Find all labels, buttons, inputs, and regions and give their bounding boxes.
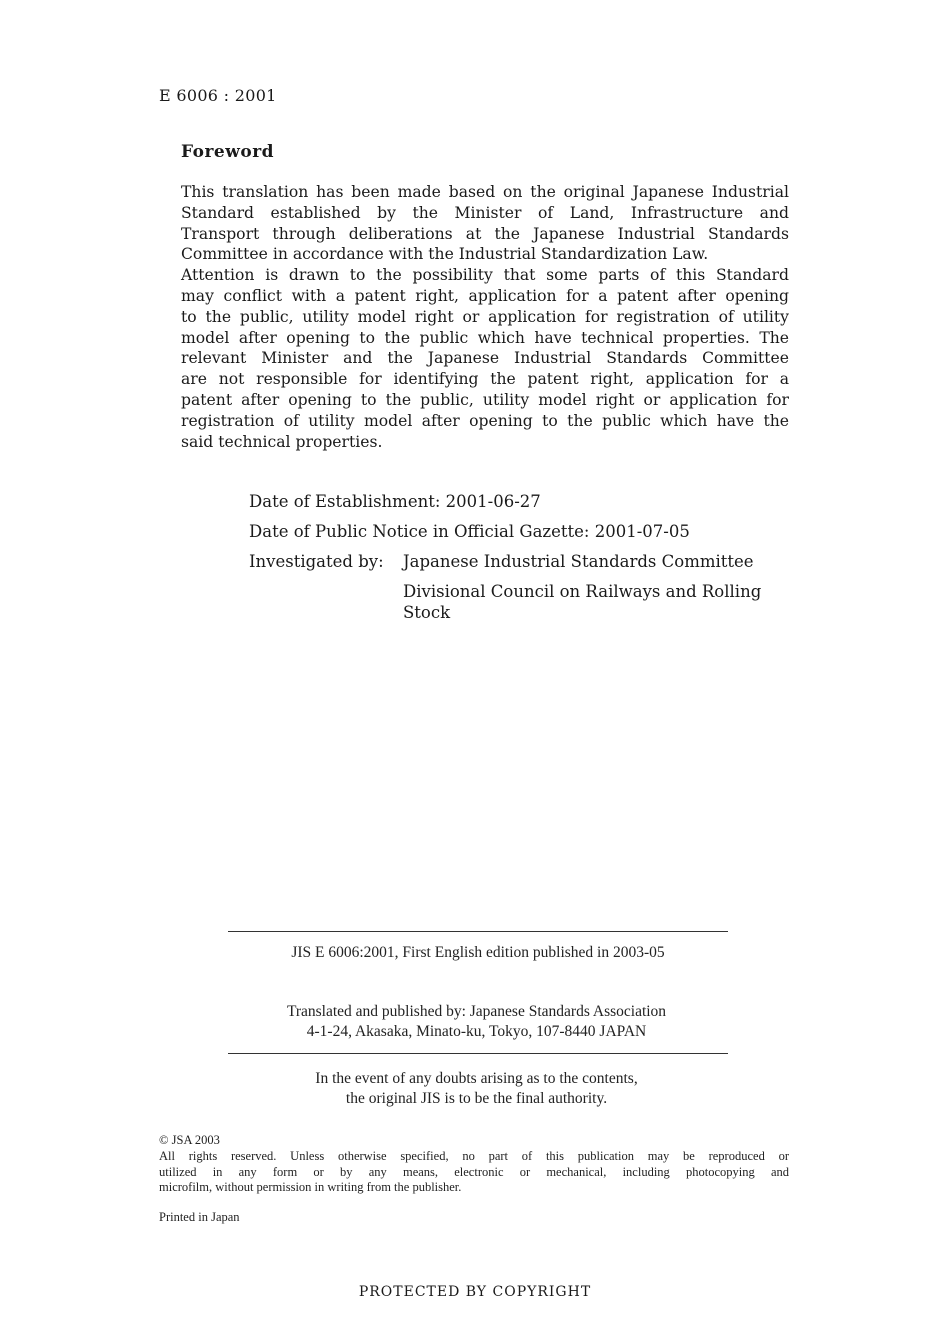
- rights-statement: [159, 1149, 789, 1196]
- edition-info: JIS E 6006:2001, First English edition published in 2003-05: [291, 944, 665, 961]
- authority-line: the original JIS is to be the final authority.: [345, 1090, 608, 1107]
- foreword-line: may conflict with a patent right, application for a patent after opening: [181, 286, 789, 305]
- rights-line: microfilm, without permission in writing from the publisher.: [159, 1180, 462, 1194]
- protected-notice: PROTECTED BY COPYRIGHT: [358, 1284, 592, 1300]
- foreword-heading: Foreword: [181, 142, 275, 162]
- divider-top: [228, 931, 728, 932]
- foreword-line: Transport through deliberations at the Japanese Industrial Standards: [181, 224, 789, 243]
- authority-line: In the event of any doubts arising as to the contents,: [315, 1070, 638, 1087]
- foreword-line: This translation has been made based on the original Japanese Industrial: [181, 183, 789, 201]
- foreword-line: patent after opening to the public, utility model right or application for: [181, 390, 789, 409]
- publisher-address: 4-1-24, Akasaka, Minato-ku, Tokyo, 107-8440 JAPAN: [306, 1023, 647, 1040]
- foreword-line: are not responsible for identifying the patent right, application for a: [181, 370, 789, 389]
- copyright-holder: JSA 2003: [171, 1133, 220, 1147]
- standard-number: E 6006 : 2001: [159, 86, 277, 105]
- foreword-paragraph: [181, 182, 789, 452]
- foreword-line: Attention is drawn to the possibility that some parts of this Standard: [181, 266, 789, 285]
- foreword-line: Committee in accordance with the Industrial Standardization Law.: [181, 245, 709, 264]
- foreword-line: to the public, utility model right or application for registration of utility: [181, 307, 789, 326]
- rights-line: utilized in any form or by any means, electronic or mechanical, including photocopying and: [159, 1164, 789, 1179]
- copyright-notice: [159, 1133, 220, 1149]
- date-of-establishment: Date of Establishment: 2001-06-27: [249, 492, 541, 511]
- council-line: Divisional Council on Railways and Rolling: [403, 582, 762, 601]
- foreword-line: Standard established by the Minister of Land, Infrastructure and: [181, 203, 789, 222]
- rights-line: All rights reserved. Unless otherwise specified, no part of this publication may be reproduced or: [159, 1149, 789, 1163]
- foreword-line: relevant Minister and the Japanese Industrial Standards Committee: [181, 349, 789, 368]
- date-of-public-notice: Date of Public Notice in Official Gazette: 2001-07-05: [249, 522, 690, 541]
- publisher-line: Translated and published by: Japanese Standards Association: [286, 1003, 667, 1020]
- divider-bottom: [228, 1053, 728, 1054]
- council-line: Stock: [403, 603, 451, 622]
- investigated-by-value: Japanese Industrial Standards Committee: [403, 552, 754, 571]
- foreword-line: registration of utility model after opening to the public which have the: [181, 411, 789, 430]
- printed-in: Printed in Japan: [159, 1210, 240, 1224]
- copyright-icon: ©: [159, 1133, 169, 1147]
- investigated-by-label: Investigated by:: [249, 552, 384, 571]
- foreword-line: model after opening to the public which have technical properties. The: [181, 328, 789, 347]
- foreword-line: said technical properties.: [181, 432, 383, 451]
